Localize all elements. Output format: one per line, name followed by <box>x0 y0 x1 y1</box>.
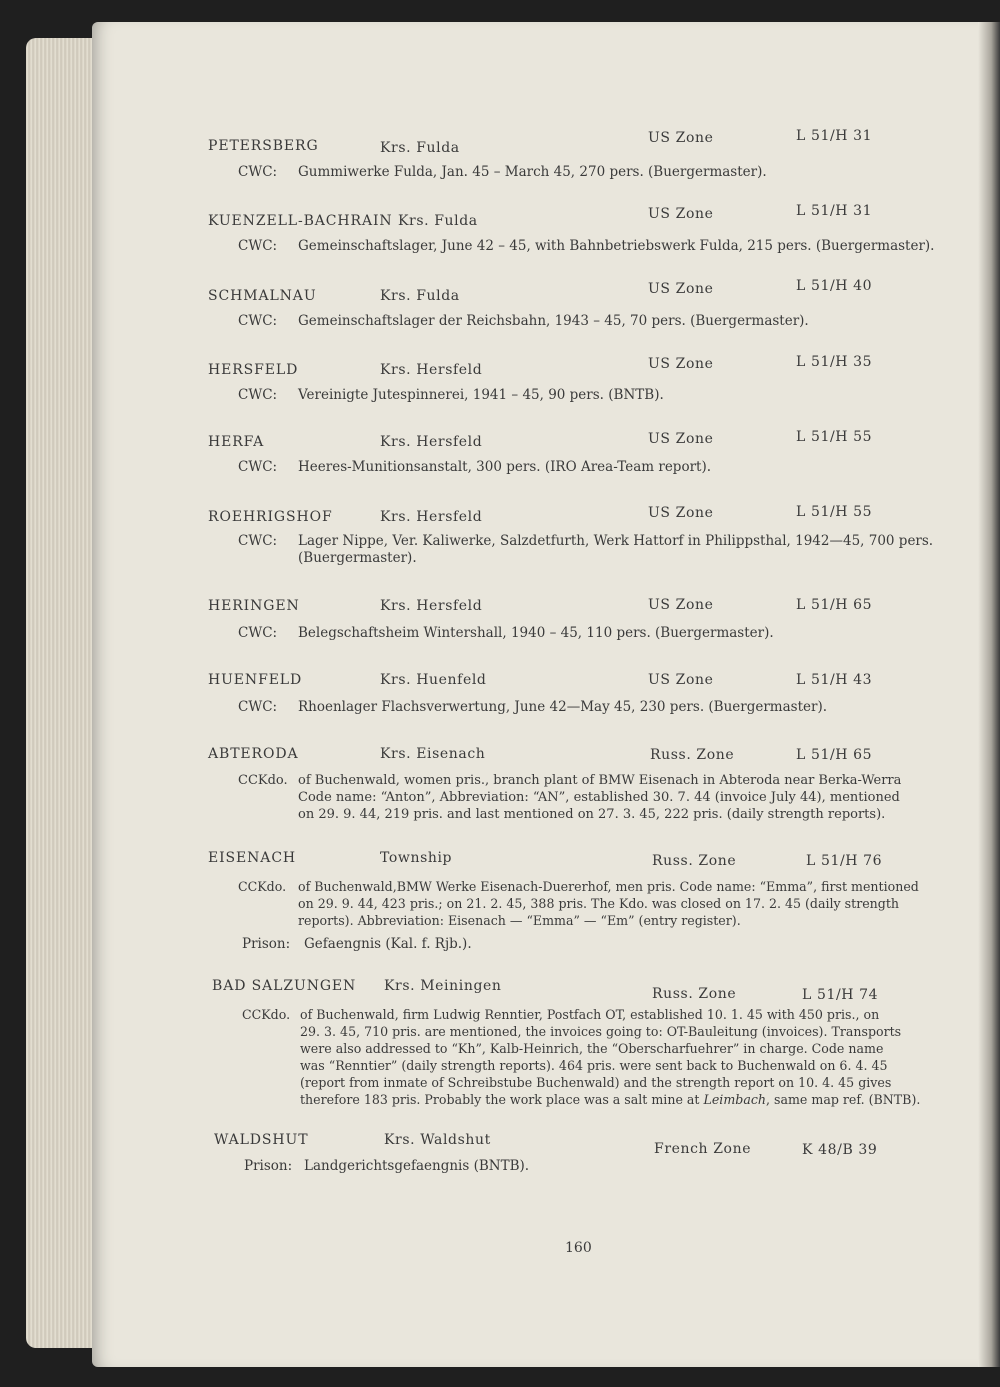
zone: Russ. Zone <box>652 986 737 1002</box>
place-name: PETERSBERG <box>208 138 319 154</box>
district: Krs. Waldshut <box>384 1132 491 1148</box>
note-text: on 29. 9. 44, 219 pris. and last mentioned on 27. 3. 45, 222 pris. (daily strength reports). <box>298 807 886 822</box>
note-line <box>300 1057 888 1074</box>
map-ref: L 51/H 65 <box>796 747 873 763</box>
map-ref: L 51/H 43 <box>796 672 873 688</box>
note-line <box>298 806 885 823</box>
note-text: (Buergermaster). <box>298 550 417 566</box>
map-ref: L 51/H 40 <box>796 278 873 294</box>
note-line <box>238 164 767 181</box>
note-label: CWC: <box>238 625 278 641</box>
note-line <box>298 789 900 806</box>
note-line <box>298 912 741 929</box>
note-line <box>300 1074 891 1091</box>
zone: Russ. Zone <box>652 853 737 869</box>
note-line <box>238 772 901 789</box>
note-text: 29. 3. 45, 710 pris. are mentioned, the invoices going to: OT-Bauleitung (invoices). Transports <box>300 1024 902 1039</box>
district: Krs. Fulda <box>398 213 478 229</box>
zone: US Zone <box>648 597 714 613</box>
zone: US Zone <box>648 356 714 372</box>
place-name: SCHMALNAU <box>208 288 317 304</box>
note-line <box>242 1006 879 1023</box>
map-ref: L 51/H 31 <box>796 128 873 144</box>
note-line <box>238 699 827 716</box>
note-line <box>298 895 899 912</box>
note-line <box>300 1091 920 1108</box>
map-ref: L 51/H 55 <box>796 429 873 445</box>
place-name: HERINGEN <box>208 598 300 614</box>
note-label: CCKdo. <box>238 879 287 894</box>
note-text: therefore 183 pris. Probably the work place was a salt mine at Leimbach, same map ref. (BNTB). <box>300 1092 921 1107</box>
note-label: CWC: <box>238 533 278 549</box>
zone: US Zone <box>648 672 714 688</box>
note-text: of Buchenwald, women pris., branch plant of BMW Eisenach in Abteroda near Berka-Werra <box>298 773 902 788</box>
note-text: Gummiwerke Fulda, Jan. 45 – March 45, 270 pers. (Buergermaster). <box>298 164 767 180</box>
note-text: reports). Abbreviation: Eisenach — “Emma” — “Em” (entry register). <box>298 913 741 928</box>
place-name: HUENFELD <box>208 672 303 688</box>
place-name: WALDSHUT <box>214 1132 309 1148</box>
note-label: CWC: <box>238 699 278 715</box>
note-line <box>238 238 934 255</box>
note-label: CWC: <box>238 313 278 329</box>
place-name: BAD SALZUNGEN <box>212 978 357 994</box>
note-text: Heeres-Munitionsanstalt, 300 pers. (IRO Area-Team report). <box>298 459 712 475</box>
place-name: EISENACH <box>208 850 297 866</box>
note-text: Gemeinschaftslager, June 42 – 45, with Bahnbetriebswerk Fulda, 215 pers. (Buergermaster). <box>298 238 935 254</box>
zone: US Zone <box>648 130 714 146</box>
district: Krs. Eisenach <box>380 746 486 762</box>
district: Krs. Hersfeld <box>380 509 483 525</box>
district: Krs. Fulda <box>380 140 460 156</box>
note-label: Prison: <box>242 936 291 952</box>
note-text: Rhoenlager Flachsverwertung, June 42—May 45, 230 pers. (Buergermaster). <box>298 699 828 715</box>
place-name: ROEHRIGSHOF <box>208 509 333 525</box>
note-line <box>238 387 664 404</box>
note-label: CCKdo. <box>238 773 288 788</box>
note-text: Vereinigte Jutespinnerei, 1941 – 45, 90 pers. (BNTB). <box>298 387 664 403</box>
place-name: KUENZELL-BACHRAIN <box>208 213 393 229</box>
note-text: of Buchenwald, firm Ludwig Renntier, Postfach OT, established 10. 1. 45 with 450 pris., on <box>300 1007 880 1022</box>
zone: Russ. Zone <box>650 747 735 763</box>
zone: French Zone <box>654 1141 752 1157</box>
district: Krs. Hersfeld <box>380 434 483 450</box>
map-ref: K 48/B 39 <box>802 1142 878 1158</box>
place-name: ABTERODA <box>208 746 299 762</box>
zone: US Zone <box>648 505 714 521</box>
note-line <box>298 550 417 567</box>
note-text: Code name: “Anton”, Abbreviation: “AN”, established 30. 7. 44 (invoice July 44), mentioned <box>298 790 900 805</box>
note-text: was “Renntier” (daily strength reports). 464 pris. were sent back to Buchenwald on 6. 4. 45 <box>300 1058 888 1073</box>
district: Krs. Hersfeld <box>380 362 483 378</box>
zone: US Zone <box>648 281 714 297</box>
zone: US Zone <box>648 431 714 447</box>
district: Krs. Fulda <box>380 288 460 304</box>
note-label: CWC: <box>238 164 278 180</box>
district: Krs. Huenfeld <box>380 672 487 688</box>
zone: US Zone <box>648 206 714 222</box>
map-ref: L 51/H 65 <box>796 597 873 613</box>
note-line <box>300 1040 883 1057</box>
district: Krs. Meiningen <box>384 978 502 994</box>
note-label: CWC: <box>238 238 278 254</box>
note-line <box>300 1023 901 1040</box>
note-line <box>238 533 933 550</box>
note-line <box>242 936 472 953</box>
note-label: Prison: <box>244 1158 293 1174</box>
district: Township <box>380 850 453 866</box>
note-label: CCKdo. <box>242 1007 291 1022</box>
note-text: on 29. 9. 44, 423 pris.; on 21. 2. 45, 388 pris. The Kdo. was closed on 17. 2. 45 (daily strength <box>298 896 900 911</box>
note-text: (report from inmate of Schreibstube Buchenwald) and the strength report on 10. 4. 45 gives <box>300 1075 892 1090</box>
note-label: CWC: <box>238 387 278 403</box>
map-ref: L 51/H 31 <box>796 203 873 219</box>
note-text: Gemeinschaftslager der Reichsbahn, 1943 – 45, 70 pers. (Buergermaster). <box>298 313 809 329</box>
page-number: 160 <box>565 1240 592 1256</box>
italic-place-name: Leimbach <box>703 1092 767 1107</box>
district: Krs. Hersfeld <box>380 598 483 614</box>
note-line <box>238 459 711 476</box>
place-name: HERFA <box>208 434 265 450</box>
note-text: Lager Nippe, Ver. Kaliwerke, Salzdetfurth, Werk Hattorf in Philippsthal, 1942—45, 700 pers. <box>298 533 934 549</box>
note-text: of Buchenwald,BMW Werke Eisenach-Duererhof, men pris. Code name: “Emma”, first mentioned <box>298 879 919 894</box>
map-ref: L 51/H 74 <box>802 987 879 1003</box>
note-text: Gefaengnis (Kal. f. Rjb.). <box>304 936 472 952</box>
note-line <box>244 1158 529 1175</box>
map-ref: L 51/H 55 <box>796 504 873 520</box>
note-text: were also addressed to “Kh”, Kalb-Heinrich, the “Oberscharfuehrer” in charge. Code name <box>300 1041 884 1056</box>
note-text: Landgerichtsgefaengnis (BNTB). <box>304 1158 530 1174</box>
note-line <box>238 313 809 330</box>
map-ref: L 51/H 35 <box>796 354 873 370</box>
note-line <box>238 625 774 642</box>
note-line <box>238 878 919 895</box>
map-ref: L 51/H 76 <box>806 853 883 869</box>
place-name: HERSFELD <box>208 362 299 378</box>
note-label: CWC: <box>238 459 278 475</box>
note-text: Belegschaftsheim Wintershall, 1940 – 45, 110 pers. (Buergermaster). <box>298 625 774 641</box>
